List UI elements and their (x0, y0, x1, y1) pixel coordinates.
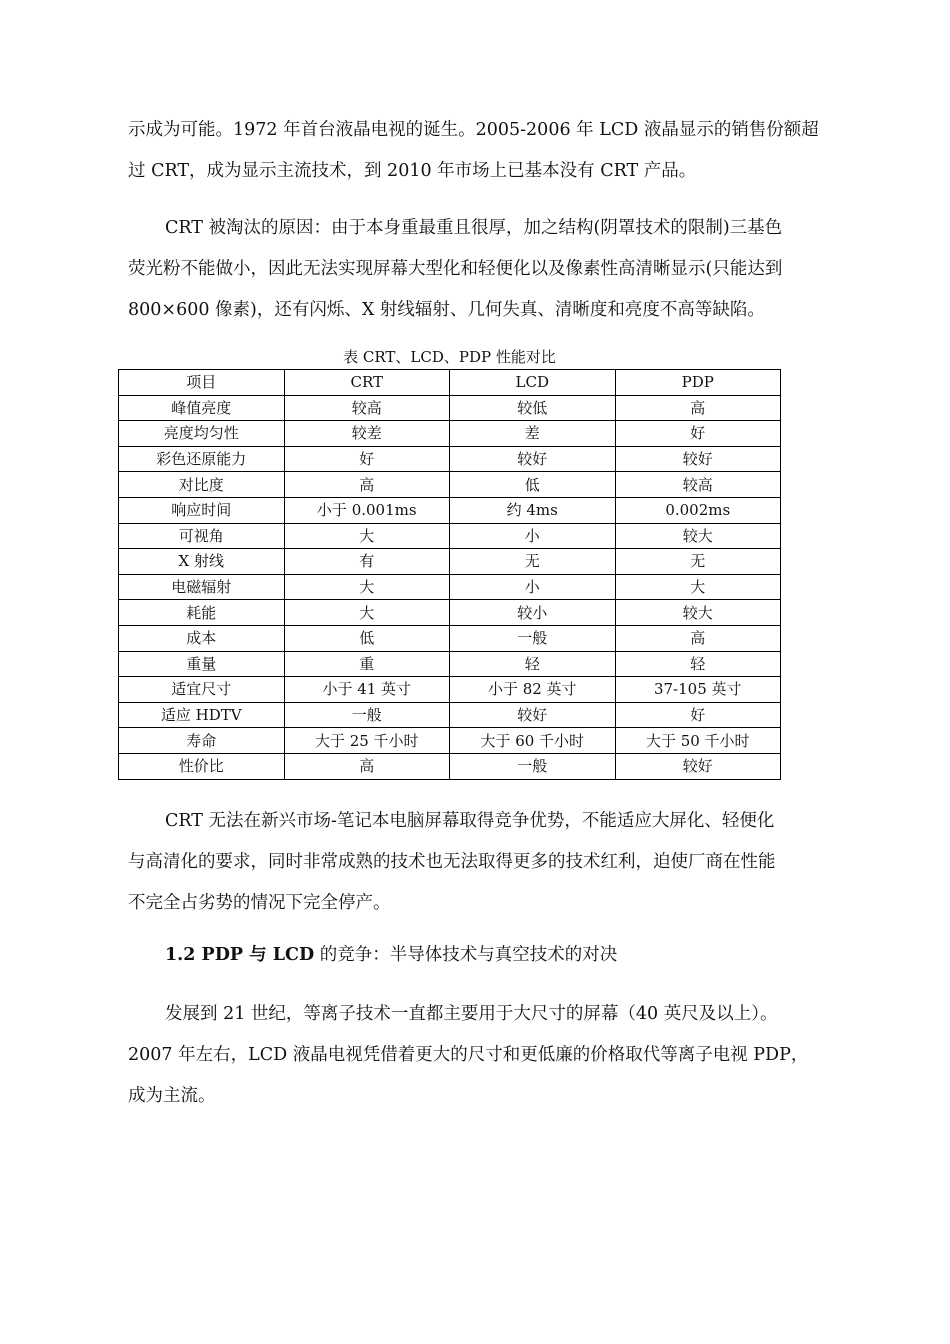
text-line: 过 CRT，成为显示主流技术，到 2010 年市场上已基本没有 CRT 产品。 (128, 161, 697, 181)
table-row (119, 549, 781, 575)
table-cell: 大 (284, 574, 450, 600)
table-cell: 0.002ms (615, 497, 781, 523)
text-line: CRT 被淘汰的原因：由于本身重最重且很厚，加之结构(阴罩技术的限制)三基色 (165, 218, 783, 238)
table-row (119, 625, 781, 651)
row-label-cell: 适宜尺寸 (119, 677, 285, 703)
table-caption: 表 CRT、LCD、PDP 性能对比 (343, 348, 556, 366)
table-cell: 好 (284, 446, 450, 472)
table-cell: 高 (615, 395, 781, 421)
table-row (119, 574, 781, 600)
table-row (119, 600, 781, 626)
table-cell: 小 (450, 523, 616, 549)
section-heading (165, 940, 617, 970)
table-row (119, 395, 781, 421)
row-label-cell: 适应 HDTV (119, 702, 285, 728)
table-cell: 低 (284, 625, 450, 651)
text-line: 发展到 21 世纪，等离子技术一直都主要用于大尺寸的屏幕（40 英尺及以上）。 (165, 1004, 778, 1024)
table-cell: 较大 (615, 523, 781, 549)
row-label-cell: 可视角 (119, 523, 285, 549)
table-header-row (119, 370, 781, 396)
table-cell: 大 (284, 600, 450, 626)
row-label-cell: 性价比 (119, 753, 285, 779)
table-cell: 较差 (284, 421, 450, 447)
row-label-cell: 彩色还原能力 (119, 446, 285, 472)
row-label-cell: 峰值亮度 (119, 395, 285, 421)
table-cell: 好 (615, 702, 781, 728)
table-cell: 无 (615, 549, 781, 575)
table-row (119, 651, 781, 677)
table-row (119, 497, 781, 523)
table-row (119, 728, 781, 754)
text-line: CRT 无法在新兴市场-笔记本电脑屏幕取得竞争优势，不能适应大屏化、轻便化 (165, 811, 775, 831)
table-cell: 高 (284, 753, 450, 779)
section-heading-bold: 1.2 PDP 与 LCD (165, 945, 315, 965)
table-cell: 较小 (450, 600, 616, 626)
table-cell: 高 (615, 625, 781, 651)
text-line: 2007 年左右，LCD 液晶电视凭借着更大的尺寸和更低廉的价格取代等离子电视 PDP， (128, 1045, 809, 1065)
row-label-cell: 寿命 (119, 728, 285, 754)
table-cell: 大 (615, 574, 781, 600)
row-label-cell: 耗能 (119, 600, 285, 626)
table-cell: 大 (284, 523, 450, 549)
row-label-cell: 电磁辐射 (119, 574, 285, 600)
table-cell: 小 (450, 574, 616, 600)
table-row (119, 677, 781, 703)
table-cell: 小于 41 英寸 (284, 677, 450, 703)
table-cell: 一般 (450, 753, 616, 779)
table-cell: 轻 (615, 651, 781, 677)
table-cell: 大于 60 千小时 (450, 728, 616, 754)
text-line: 与高清化的要求，同时非常成熟的技术也无法取得更多的技术红利，迫使厂商在性能 (128, 852, 776, 872)
header-cell: PDP (615, 370, 781, 396)
table-cell: 较好 (615, 446, 781, 472)
paragraph-crt-market (128, 801, 834, 924)
table-cell: 重 (284, 651, 450, 677)
paragraph-lcd-history (128, 110, 834, 192)
text-line: 800×600 像素)，还有闪烁、X 射线辐射、几何失真、清晰度和亮度不高等缺陷。 (128, 300, 765, 320)
row-label-cell: 对比度 (119, 472, 285, 498)
row-label-cell: 响应时间 (119, 497, 285, 523)
header-cell: 项目 (119, 370, 285, 396)
table-row (119, 523, 781, 549)
row-label-cell: 亮度均匀性 (119, 421, 285, 447)
table-cell: 一般 (284, 702, 450, 728)
row-label-cell: X 射线 (119, 549, 285, 575)
table-cell: 较好 (450, 446, 616, 472)
table-cell: 小于 82 英寸 (450, 677, 616, 703)
table-cell: 约 4ms (450, 497, 616, 523)
comparison-table (118, 369, 781, 780)
table-cell: 有 (284, 549, 450, 575)
text-line: 荧光粉不能做小，因此无法实现屏幕大型化和轻便化以及像素性高清晰显示(只能达到 (128, 259, 783, 279)
table-cell: 好 (615, 421, 781, 447)
table-cell: 一般 (450, 625, 616, 651)
table-cell: 较高 (284, 395, 450, 421)
row-label-cell: 成本 (119, 625, 285, 651)
table-cell: 较高 (615, 472, 781, 498)
table-cell: 小于 0.001ms (284, 497, 450, 523)
table-cell: 较低 (450, 395, 616, 421)
text-line: 成为主流。 (128, 1086, 216, 1106)
table-cell: 较大 (615, 600, 781, 626)
table-row (119, 753, 781, 779)
table-cell: 低 (450, 472, 616, 498)
row-label-cell: 重量 (119, 651, 285, 677)
table-row (119, 702, 781, 728)
paragraph-pdp-lcd (128, 994, 834, 1117)
table-cell: 差 (450, 421, 616, 447)
table-row (119, 446, 781, 472)
table-cell: 大于 25 千小时 (284, 728, 450, 754)
header-cell: CRT (284, 370, 450, 396)
table-cell: 高 (284, 472, 450, 498)
text-line: 不完全占劣势的情况下完全停产。 (128, 893, 391, 913)
paragraph-crt-reasons (128, 208, 834, 331)
table-cell: 大于 50 千小时 (615, 728, 781, 754)
table-cell: 37-105 英寸 (615, 677, 781, 703)
section-heading-rest: 的竞争：半导体技术与真空技术的对决 (314, 945, 618, 965)
table-row (119, 421, 781, 447)
table-cell: 轻 (450, 651, 616, 677)
text-line: 示成为可能。1972 年首台液晶电视的诞生。2005-2006 年 LCD 液晶显示的销售份额超 (128, 120, 819, 140)
table-cell: 无 (450, 549, 616, 575)
table-cell: 较好 (450, 702, 616, 728)
table-row (119, 472, 781, 498)
header-cell: LCD (450, 370, 616, 396)
table-cell: 较好 (615, 753, 781, 779)
